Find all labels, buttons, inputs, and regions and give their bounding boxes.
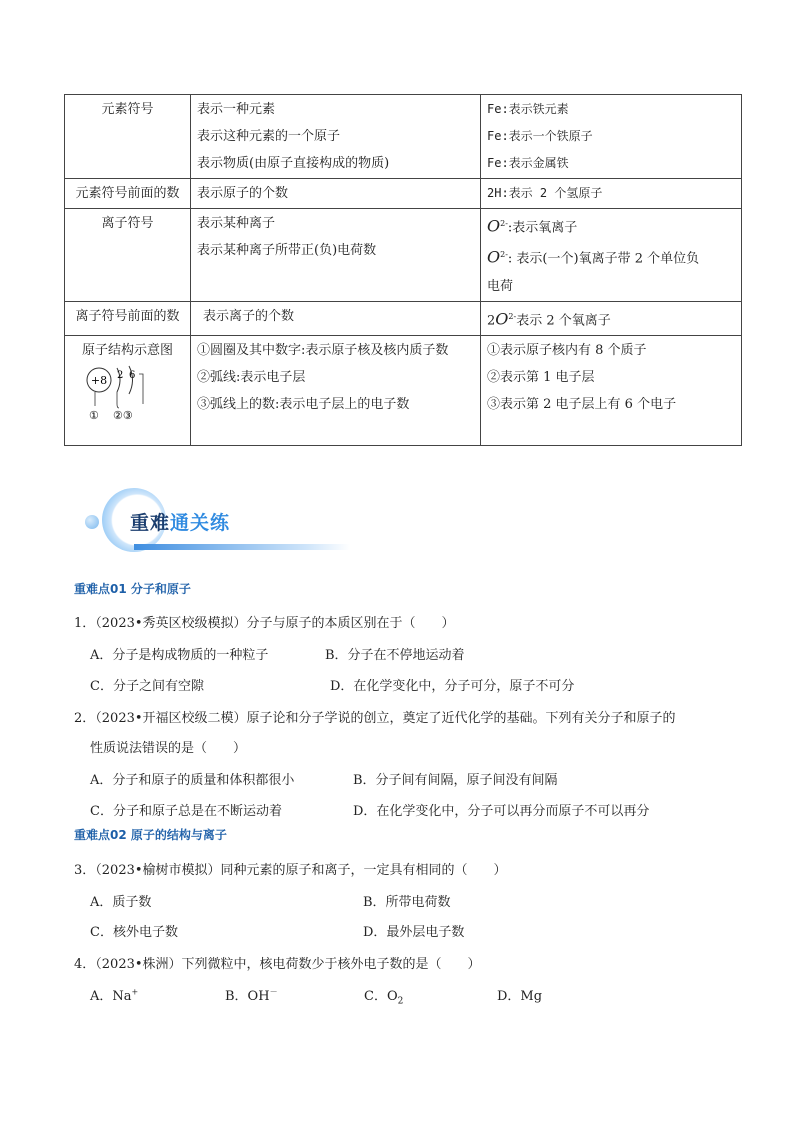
option-label: A．Na [90,989,132,1004]
option[interactable] [90,985,138,1004]
banner-title-part: 重难 [130,512,171,534]
option-label: B．OH [225,989,270,1004]
option[interactable]: C．分子之间有空隙 [90,679,204,694]
banner-dot-icon [85,515,99,529]
example-line: 2H:表示 2 个氢原子 [487,186,603,200]
example-line [487,210,735,241]
option-sub: 2 [397,996,404,1007]
ion-charge: 2- [508,311,517,321]
meaning-line: ②弧线:表示电子层 [197,369,306,385]
example-line [487,241,735,272]
meaning-line: 表示离子的个数 [203,308,295,324]
option[interactable]: C．核外电子数 [90,925,178,940]
oxygen-ion-symbol: O [495,308,509,328]
option[interactable]: A．分子是构成物质的一种粒子 [90,648,269,663]
question-stem: 1．（2023•秀英区校级模拟）分子与原子的本质区别在于（ ） [74,616,455,631]
ion-charge: 2- [500,250,508,260]
banner-title-part: 通关练 [170,512,231,534]
option[interactable] [364,985,403,1007]
option[interactable]: D．在化学变化中，分子可分，原子不可分 [330,679,575,694]
example-line: 电荷 [487,278,514,294]
example-line: ②表示第 1 电子层 [487,369,595,385]
meaning-line: 表示某种离子所带正(负)电荷数 [197,243,377,258]
table-row [65,95,742,179]
row-name: 元素符号前面的数 [65,179,191,209]
ion-symbol-table [64,94,742,446]
row-name: 离子符号前面的数 [65,301,191,335]
option[interactable]: D．最外层电子数 [363,925,465,940]
meaning-line: 表示一种元素 [197,102,276,117]
meaning-line: 表示这种元素的一个原子 [197,129,341,144]
section-heading: 重难点01 分子和原子 [74,582,191,596]
mark-2-3: ②③ [112,408,133,422]
example-line: ①表示原子核内有 8 个质子 [487,342,647,358]
shell1-count: 2 [116,369,123,381]
meaning-line: 表示某种离子 [197,216,276,231]
question-stem: 2．（2023•开福区校级二模）原子论和分子学说的创立，奠定了近代化学的基础。下列有关分子和原子的 [74,711,676,726]
table-row [65,301,742,335]
option[interactable]: B．所带电荷数 [363,895,451,910]
meaning-line: ①圆圈及其中数字:表示原子核及核内质子数 [197,342,449,358]
meaning-line: ③弧线上的数:表示电子层上的电子数 [197,396,410,412]
ion-charge: 2- [500,219,508,228]
section-banner [80,486,280,556]
example-line: ③表示第 2 电子层上有 6 个电子 [487,396,677,412]
option-sup: + [131,987,139,997]
option[interactable]: A．分子和原子的质量和体积都很小 [90,773,295,788]
nucleus-label: +8 [90,373,107,387]
example-line: Fe:表示金属铁 [487,156,569,170]
shell2-count: 6 [128,369,135,381]
option[interactable]: B．分子在不停地运动着 [325,648,465,663]
example-line [487,303,735,334]
meaning-line: 表示物质(由原子直接构成的物质) [197,156,390,171]
table-row [65,179,742,209]
question-stem-cont: 性质说法错误的是（ ） [90,741,247,756]
option-label: C．O [364,989,398,1004]
option[interactable]: A．质子数 [90,895,152,910]
row-name: 离子符号 [65,209,191,302]
option[interactable]: B．分子间有间隔，原子间没有间隔 [353,773,558,788]
example-line: Fe:表示一个铁原子 [487,129,593,143]
mark-1: ① [88,408,99,422]
example-text: : 表示(一个)氧离子带 2 个单位负 [507,251,700,267]
question-stem: 3．（2023•榆树市模拟）同种元素的原子和离子，一定具有相同的（ ） [74,863,507,878]
oxygen-ion-symbol: O [487,247,501,267]
option[interactable] [497,985,542,1004]
table-row [65,335,742,445]
option-label: D．Mg [497,989,543,1004]
option-sup: － [269,987,278,997]
option[interactable]: D．在化学变化中，分子可以再分而原子不可以再分 [353,804,650,819]
option[interactable]: C．分子和原子总是在不断运动着 [90,804,282,819]
oxygen-ion-symbol: O [487,216,501,236]
banner-title [130,508,230,535]
question-stem: 4．（2023•株洲）下列微粒中，核电荷数少于核外电子数的是（ ） [74,957,481,972]
option[interactable] [225,985,278,1004]
row-name: 原子结构示意图 [81,342,173,358]
banner-underline [134,544,350,550]
example-line: Fe:表示铁元素 [487,102,569,116]
atom-structure-diagram [73,364,183,430]
example-text: 表示 2 个氧离子 [516,312,611,328]
pointer-line [117,392,119,408]
table-row [65,209,742,302]
example-text: :表示氧离子 [507,220,578,236]
ion-count: 2 [487,312,496,328]
pointer-line [139,374,143,404]
section-heading: 重难点02 原子的结构与离子 [74,828,227,842]
row-name: 元素符号 [65,95,191,179]
meaning-line: 表示原子的个数 [197,186,289,201]
